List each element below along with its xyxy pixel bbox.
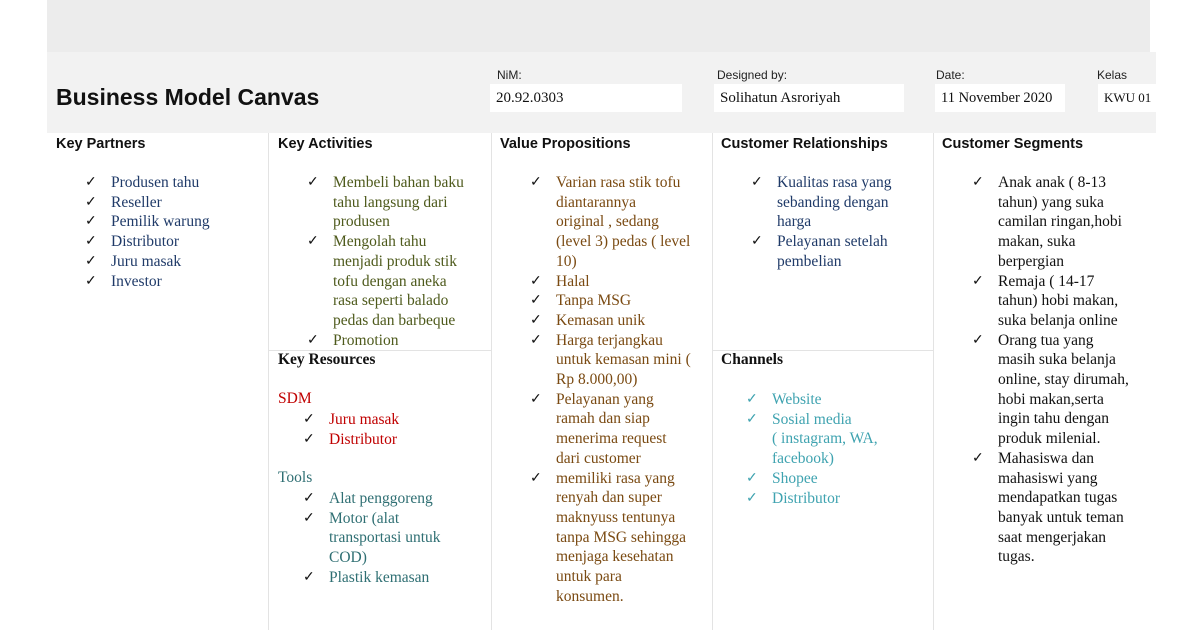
list-item: ✓ Promotion [307,331,399,349]
list-item: ✓ memiliki rasa yang renyah dan super maknyuss tentunya tanpa MSG sehingga menjaga kesehatan untuk para konsumen. [530,469,687,605]
nim-field[interactable]: 20.92.0303 [490,84,682,112]
check-icon: ✓ [530,332,542,348]
check-icon: ✓ [746,470,758,486]
list-item: ✓ Remaja ( 14-17 tahun) hobi makan, suka belanja online [972,272,1119,329]
list-item: ✓ Tanpa MSG [530,292,632,310]
list-item: ✓ Kualitas rasa yang sebanding dengan harga [751,174,892,231]
check-icon: ✓ [303,431,315,447]
kelas-field[interactable]: KWU 01 [1098,84,1156,112]
check-icon: ✓ [751,175,763,190]
check-icon: ✓ [85,273,97,289]
check-icon: ✓ [307,332,319,348]
grid-divider [268,133,269,630]
key-activities-heading: Key Activities [278,136,373,152]
list-item: ✓ Plastik kemasan [303,568,430,586]
list-item: ✓ Harga terjangkau untuk kemasan mini ( Rp 8.000,00) [530,331,691,389]
check-icon: ✓ [307,175,319,190]
list-item: ✓ Mengolah tahu menjadi produk stik tofu dengan aneka rasa seperti balado pedas dan barbeque [307,233,457,329]
check-icon: ✓ [303,491,315,506]
designed-by-field[interactable]: Solihatun Asroriyah [714,84,904,112]
check-icon: ✓ [972,450,984,466]
check-icon: ✓ [85,175,97,190]
list-item: ✓ Reseller [85,193,162,211]
customer-relationships-heading: Customer Relationships [721,136,888,152]
list-item: ✓ Sosial media ( instagram, WA, facebook) [746,410,878,468]
list-item: ✓ Halal [530,272,590,290]
list-item: ✓ Distributor [746,489,841,507]
list-item: ✓ Kemasan unik [530,311,646,329]
check-icon: ✓ [972,175,984,190]
customer-segments-list [972,173,1154,567]
value-propositions-list [530,173,710,606]
list-item: ✓ Mahasiswa dan mahasiswi yang mendapatkan tugas banyak untuk teman saat mengerjakan tugas. [972,449,1124,566]
check-icon: ✓ [85,253,97,269]
check-icon: ✓ [746,490,758,506]
customer-segments-heading: Customer Segments [942,136,1084,152]
key-partners-list [85,173,265,291]
list-item: ✓ Pelayanan yang ramah dan siap menerima request dari customer [530,390,667,467]
tools-list [303,489,488,588]
tools-label: Tools [278,469,313,486]
nim-label: NiM: [497,68,522,82]
sdm-list [303,410,488,449]
check-icon: ✓ [85,234,97,250]
grid-divider [712,133,713,630]
date-label: Date: [936,68,965,82]
list-item: ✓ Distributor [303,430,398,448]
list-item: ✓ Distributor [85,233,180,251]
list-item: ✓ Motor (alat transportasi untuk COD) [303,509,441,567]
check-icon: ✓ [303,412,315,427]
list-item: ✓ Juru masak [303,411,400,428]
check-icon: ✓ [972,273,984,289]
check-icon: ✓ [85,194,97,210]
list-item: ✓ Pelayanan setelah pembelian [751,233,888,270]
grid-divider [933,133,934,630]
list-item: ✓ Orang tua yang masih suka belanja online, stay dirumah, hobi makan,serta ingin tahu dengan produk milenial. [972,331,1129,448]
kelas-label: Kelas [1097,68,1128,82]
top-band [47,0,1150,52]
list-item: ✓ Membeli bahan baku tahu langsung dari produsen [307,174,464,231]
check-icon: ✓ [746,411,758,427]
list-item: ✓ Pemilik warung [85,213,210,231]
check-icon: ✓ [530,391,542,407]
key-activities-list [307,173,489,350]
list-item: ✓ Investor [85,272,162,290]
channels-list [746,390,931,508]
check-icon: ✓ [307,234,319,250]
list-item: ✓ Produsen tahu [85,174,200,191]
date-field[interactable]: 11 November 2020 [935,84,1065,112]
list-item: ✓ Shopee [746,469,818,487]
check-icon: ✓ [746,392,758,407]
check-icon: ✓ [530,293,542,309]
channels-heading: Channels [721,351,784,368]
check-icon: ✓ [303,510,315,526]
grid-divider [491,133,492,630]
page-title: Business Model Canvas [56,84,320,110]
list-item: ✓ Anak anak ( 8-13 tahun) yang suka camilan ringan,hobi makan, suka berpergian [972,174,1122,270]
check-icon: ✓ [303,569,315,585]
check-icon: ✓ [972,332,984,348]
designed-by-label: Designed by: [717,68,788,82]
check-icon: ✓ [530,470,542,486]
list-item: ✓ Varian rasa stik tofu diantarannya original , sedang (level 3) pedas ( level 10) [530,174,691,270]
check-icon: ✓ [530,273,542,289]
list-item: ✓ Alat penggoreng [303,490,433,507]
list-item: ✓ Juru masak [85,252,182,270]
check-icon: ✓ [751,234,763,250]
check-icon: ✓ [530,175,542,190]
key-resources-heading: Key Resources [278,351,376,368]
check-icon: ✓ [530,312,542,328]
check-icon: ✓ [85,214,97,230]
customer-relationships-list [751,173,931,272]
key-partners-heading: Key Partners [56,136,146,152]
list-item: ✓ Website [746,391,822,408]
value-propositions-heading: Value Propositions [500,136,631,152]
sdm-label: SDM [278,390,312,407]
